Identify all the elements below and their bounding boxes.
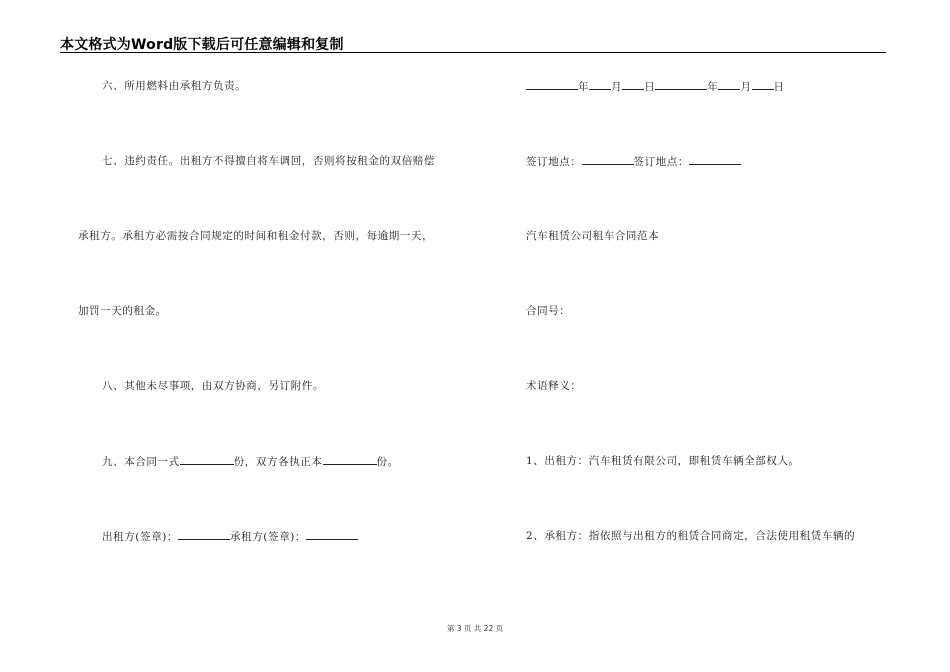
signing-place-label-a: 签订地点： [526,156,582,168]
signing-place-blank-b [689,154,741,165]
lessee-signature-label: 承租方(签章)： [230,531,306,543]
contract-title: 汽车租赁公司租车合同范本 [526,230,660,242]
clause-7-line-3: 加罚一天的租金。 [78,305,167,317]
signing-place-label-b: 签订地点： [633,156,689,168]
day-blank-2 [752,79,774,90]
day-label-1: 日 [644,81,656,93]
year-label-2: 年 [707,81,719,93]
lessee-signature-blank [306,529,358,540]
lessor-signature-blank [178,529,230,540]
clause-6: 六、所用燃料由承租方负责。 [102,80,247,92]
month-label-2: 月 [740,81,752,93]
day-label-2: 日 [773,81,785,93]
clause-8: 八、其他未尽事项，由双方协商，另订附件。 [102,380,324,392]
month-blank-1 [589,79,611,90]
clause-7-line-2: 承租方。承租方必需按合同规定的时间和租金付款，否则，每逾期一天， [78,230,434,242]
document-header-title: 本文格式为Word版下载后可任意编辑和复制 [60,37,344,53]
signing-place-blank-a [582,154,634,165]
clause-9-text-b: 份，双方各执正本 [233,456,323,468]
clause-9-text-c: 份。 [376,456,399,468]
contract-number: 合同号： [526,305,571,317]
year-blank-2 [655,79,707,90]
header-divider [60,52,886,53]
clause-7-line-1: 七、违约责任。出租方不得擅自将车调回，否则将按租金的双倍赔偿 [102,155,435,167]
page-number: 第 3 页 共 22 页 [446,624,504,633]
year-blank-1 [526,79,578,90]
copies-total-blank [180,454,234,465]
signature-line [102,529,358,544]
clause-9 [102,454,399,469]
year-label-1: 年 [578,81,590,93]
term-2: 2、承租方：指依照与出租方的租赁合同商定，合法使用租赁车辆的 [526,530,856,542]
copies-each-blank [323,454,377,465]
month-label-1: 月 [611,81,623,93]
signing-date-line [526,79,785,94]
signing-place-line [526,154,741,169]
lessor-signature-label: 出租方(签章)： [102,531,178,543]
term-1: 1、出租方：汽车租赁有限公司，即租赁车辆全部权人。 [526,455,800,467]
month-blank-2 [718,79,740,90]
clause-9-text-a: 九、本合同一式 [102,456,180,468]
terms-heading: 术语释义： [526,380,582,392]
day-blank-1 [622,79,644,90]
